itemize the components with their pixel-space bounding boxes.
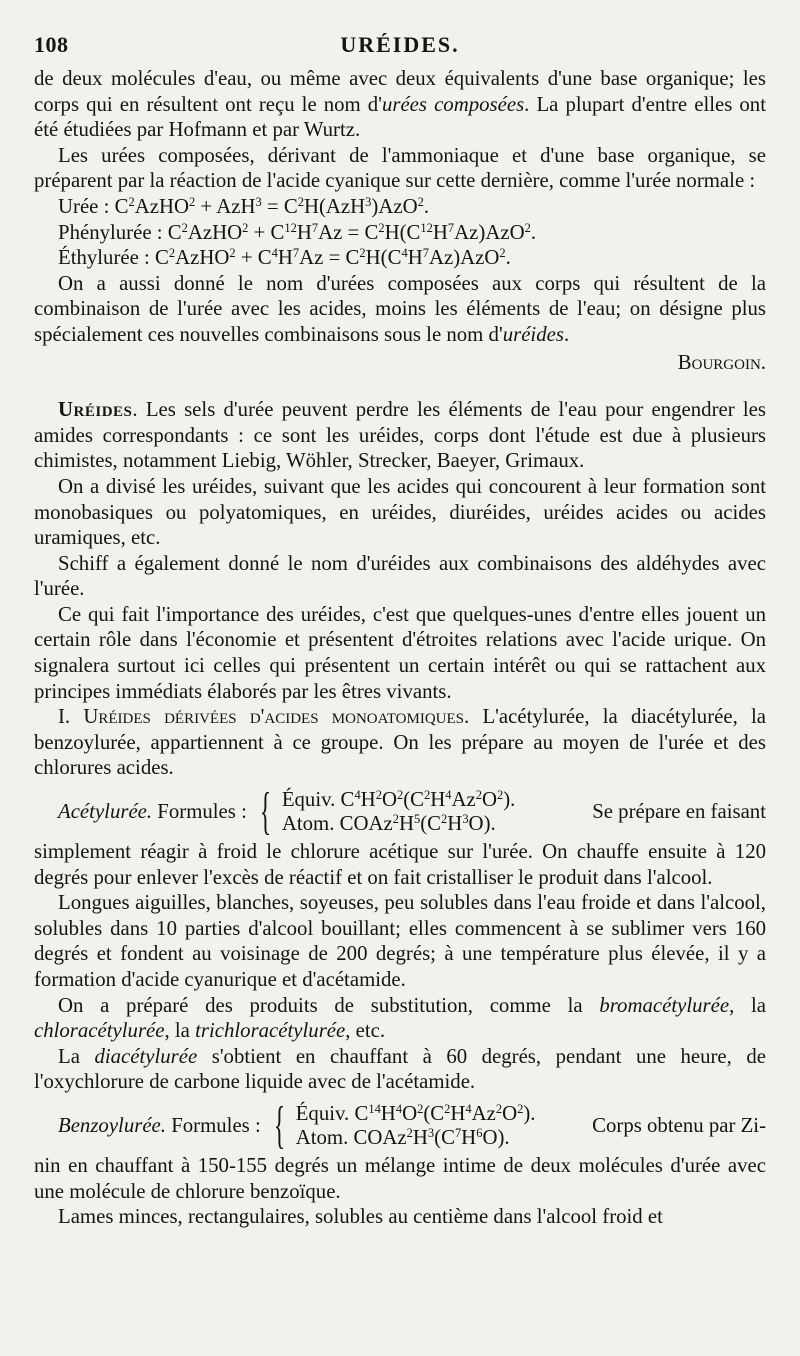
- paragraph-benzoyluree-preparation: nin en chauffant à 150-155 degrés un mélange intime de deux molécules d'urée avec une molécule de chlorure benzoïque.: [34, 1153, 766, 1203]
- paragraph-benzoyluree-properties: Lames minces, rectangulaires, solubles au centième dans l'alcool froid et: [58, 1205, 663, 1229]
- formula-uree: Urée : $C^2AzHO^2 + AzH^3 = C^2H(AzH^3)AzO^2$.: [58, 194, 430, 218]
- running-head: URÉIDES.: [340, 32, 460, 57]
- paragraph-importance: Ce qui fait l'importance des uréides, c'est que quelques-unes d'entre elles jouent un certain rôle dans l'économie et présentent d'étroites relations avec l'acide urique. On signalera surtout ici celles qui présentent un certain intérêt ou qui se rattachent aux principes immédiats élaborés par les êtres vivants.: [34, 602, 766, 703]
- formula-equiv-acetyluree: Équiv. $C^4H^2O^2(C^2H^4Az^2O^2)$.: [281, 788, 516, 812]
- author-signature: Bourgoin.: [677, 350, 766, 374]
- article-heading: Uréides: [58, 398, 133, 422]
- paragraph-section-one: I. Uréides dérivées d'acides monoatomiques. L'acétylurée, la diacétylurée, la benzoylurée, appartiennent à ce groupe. On les prépare au moyen de l'urée et des chlorures acides.: [34, 705, 767, 780]
- brace-symbol: {: [273, 1096, 285, 1154]
- paragraph-uree-acides: On a aussi donné le nom d'urées composées aux corps qui résultent de la combinaison de l'urée avec les acides, moins les éléments de l'eau; on désigne plus spécialement ces nouvelles combinaisons sous le nom d'uréides.: [34, 271, 766, 346]
- page-body: [34, 66, 766, 1230]
- paragraph-ureides-division: On a divisé les uréides, suivant que les acides qui concourent à leur formation sont monobasiques ou polyatomiques, en uréides, diuréides, uréides acides ou acides uramiques, etc.: [34, 474, 766, 550]
- formula-block-benzoyluree: Benzoylurée. Formules : { Équiv. $C^{14}H^4O^2(C^2H^4Az^2O^2)$. Atom. $COAz^2H^3(C^7H^6O)$. Corps obtenu par Zi-: [58, 1096, 766, 1154]
- formula-ethyluree: Éthylurée : $C^2AzHO^2 + C^4H^7Az = C^2H(C^4H^7Az)AzO^2$.: [58, 246, 511, 270]
- page-header: [34, 26, 766, 66]
- page-number: 108: [34, 32, 69, 57]
- paragraph-ureides-definition: Uréides. Les sels d'urée peuvent perdre les éléments de l'eau pour engendrer les amides correspondants : ce sont les uréides, corps dont l'étude est due à plusieurs chimistes, notamment Liebig, Wöhler, Strecker, Baeyer, Grimaux.: [34, 398, 766, 473]
- formula-phenyluree: Phénylurée : $C^2AzHO^2 + C^{12}H^7Az = C^2H(C^{12}H^7Az)AzO^2$.: [58, 220, 537, 244]
- paragraph-urees-composees: Les urées composées, dérivant de l'ammoniaque et d'une base organique, se préparent par la réaction de l'acide cyanique sur cette dernière, comme l'urée normale :: [34, 143, 766, 193]
- paragraph-acetyluree-properties: Longues aiguilles, blanches, soyeuses, peu solubles dans l'eau froide et dans l'alcool, solubles dans 10 parties d'alcool bouillant; elles commencent à se sublimer vers 160 degrés et fondent au voisinage de 200 degrés; à une température plus élevée, il y a formation d'acide cyanurique et d'acétamide.: [34, 891, 766, 991]
- brace-symbol: {: [259, 783, 271, 841]
- formula-block-acetyluree: Acétylurée. Formules : { Équiv. $C^4H^2O^2(C^2H^4Az^2O^2)$. Atom. $COAz^2H^5(C^2H^3O)$. Se prépare en faisant: [58, 783, 766, 841]
- formula-atom-benzoyluree: Atom. $COAz^2H^3(C^7H^6O)$.: [295, 1125, 510, 1149]
- paragraph-intro-continued: de deux molécules d'eau, ou même avec deux équivalents d'une base organique; les corps qui en résultent ont reçu le nom d'urées composées. La plupart d'entre elles ont été étudiées par Hofmann et par Wurtz.: [34, 67, 766, 142]
- compound-name-benzoyluree: Benzoylurée.: [58, 1114, 166, 1138]
- paragraph-schiff: Schiff a également donné le nom d'uréides aux combinaisons des aldéhydes avec l'urée.: [34, 551, 766, 601]
- paragraph-diacetyluree: La diacétylurée s'obtient en chauffant à 60 degrés, pendant une heure, de l'oxychlorure de carbone liquide avec de l'acétamide.: [34, 1044, 766, 1094]
- formula-atom-acetyluree: Atom. $COAz^2H^5(C^2H^3O)$.: [281, 812, 496, 836]
- formula-equiv-benzoyluree: Équiv. $C^{14}H^4O^2(C^2H^4Az^2O^2)$.: [295, 1101, 536, 1125]
- section-divider-space: [34, 381, 766, 397]
- compound-name-acetyluree: Acétylurée.: [58, 800, 153, 824]
- section-title: Uréides dérivées d'acides monoatomiques: [83, 705, 465, 729]
- paragraph-substitution-products: On a préparé des produits de substitution, comme la bromacétylurée, la chloracétylurée, la trichloracétylurée, etc.: [34, 993, 766, 1043]
- paragraph-acetyluree-preparation: simplement réagir à froid le chlorure acétique sur l'urée. On chauffe ensuite à 120 degrés pour enlever l'excès de réactif et on fait cristalliser le produit dans l'alcool.: [34, 840, 766, 889]
